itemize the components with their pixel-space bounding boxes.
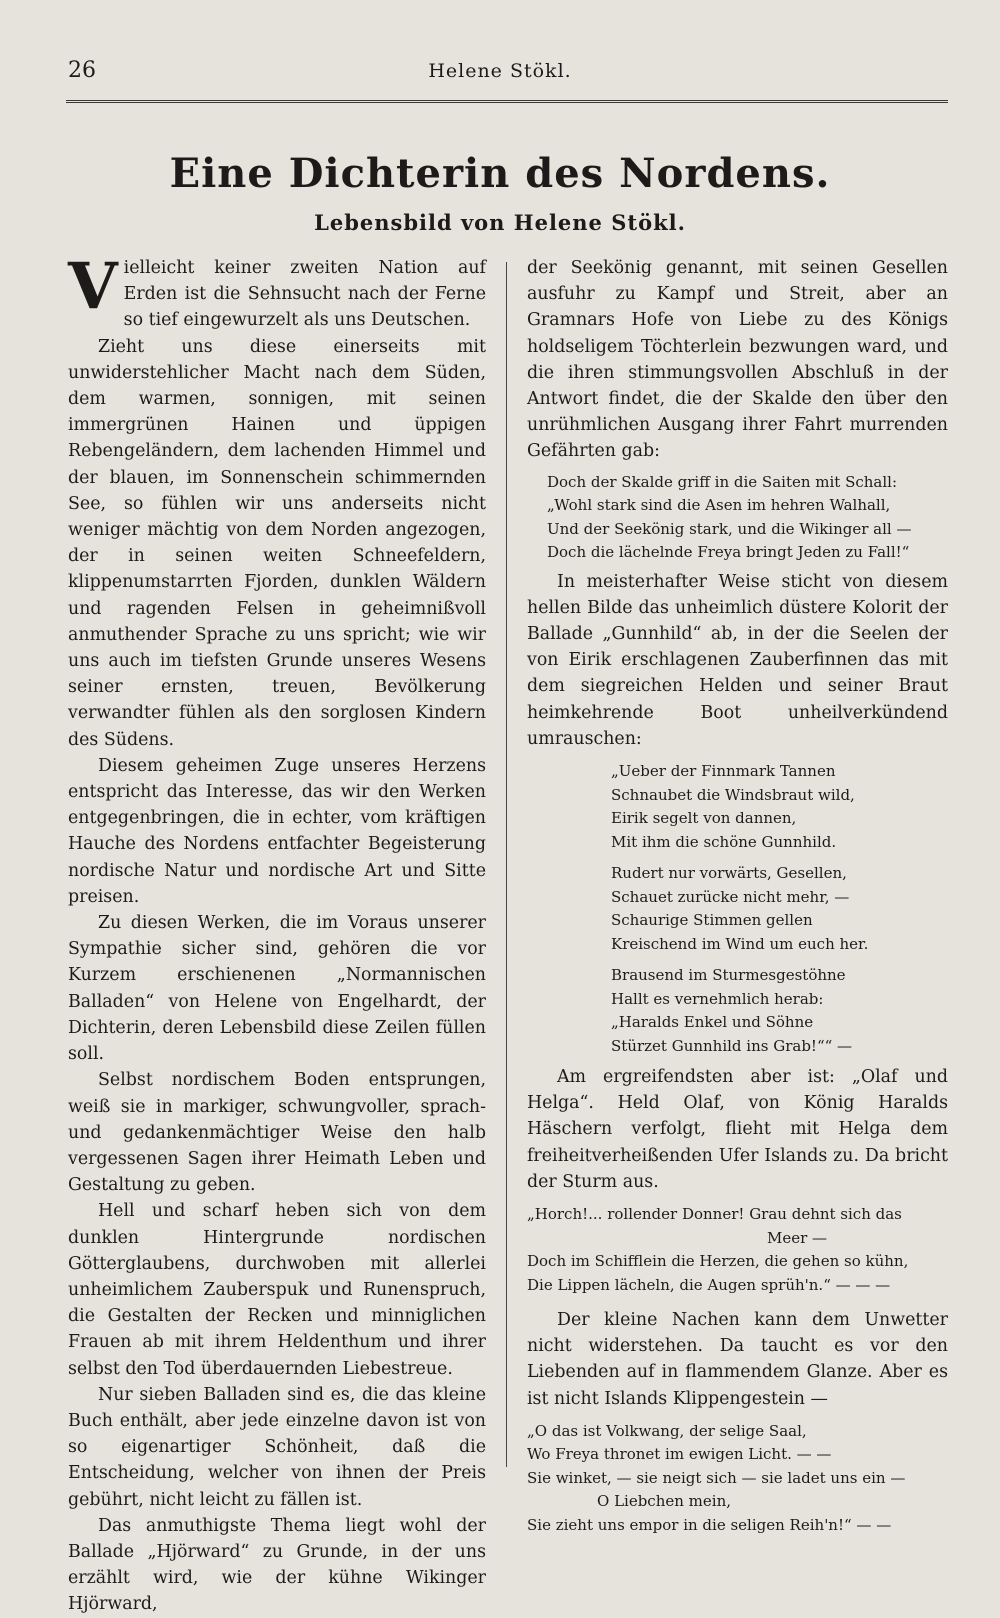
paragraph-text: ielleicht keiner zweiten Nation auf Erden ist die Sehnsucht nach der Ferne so tief eingewurzelt als uns Deutschen. <box>123 258 486 331</box>
right-column <box>527 255 948 1537</box>
verse-block <box>527 1203 948 1297</box>
left-column <box>68 249 486 1618</box>
article-title: Eine Dichterin des Nordens. <box>169 150 831 197</box>
verse-line: Schnaubet die Windsbraut wild, <box>611 785 855 804</box>
verse-line: Die Lippen lächeln, die Augen sprüh'n.“ — — — <box>527 1275 891 1294</box>
verse-line: Doch im Schifflein die Herzen, die gehen so kühn, <box>527 1252 909 1271</box>
verse-block <box>527 1420 948 1538</box>
page-number: 26 <box>68 58 96 83</box>
paragraph: Am ergreifendsten aber ist: „Olaf und Helga“. Held Olaf, von König Haralds Häschern verfolgt, flieht mit Helga dem freiheitverheißenden Ufer Islands zu. Da bricht der Sturm aus. <box>527 1067 948 1192</box>
verse-line: Meer — <box>767 1228 828 1247</box>
verse-line: Doch die lächelnde Freya bringt Jeden zu Fall!“ <box>547 543 910 562</box>
verse-line: O Liebchen mein, <box>597 1492 731 1511</box>
paragraph: Der kleine Nachen kann dem Unwetter nicht widerstehen. Da taucht es vor den Liebenden auf in flammendem Glanze. Aber es ist nicht Islands Klippengestein — <box>527 1310 948 1409</box>
verse-line: „Wohl stark sind die Asen im hehren Walhall, <box>547 496 891 515</box>
verse-line: „Horch!... rollender Donner! Grau dehnt sich das <box>527 1205 902 1224</box>
stanza-gap <box>611 956 948 964</box>
verse-line: „Haralds Enkel und Söhne <box>611 1013 814 1032</box>
verse-block <box>611 760 948 1058</box>
verse-line: „Ueber der Finnmark Tannen <box>611 762 836 781</box>
paragraph: der Seekönig genannt, mit seinen Gesellen ausfuhr zu Kampf und Streit, aber an Gramnars Hofe von Liebe zu des Königs holdseligem Töchterlein bezwungen ward, und die ihren stimmungsvollen Abschluß in der Antwort findet, die der Skalde den über den unrühmlichen Ausgang ihrer Fahrt murrenden Gefährten gab: <box>527 258 948 462</box>
verse-line: Rudert nur vorwärts, Gesellen, <box>611 864 847 883</box>
column-divider <box>506 262 507 1467</box>
paragraph: Diesem geheimen Zuge unseres Herzens entspricht das Interesse, das wir den Werken entgegenbringen, die in echter, vom kräftigen Hauche des Nordens entfachter Begeisterung nordische Natur und nordische Art und Sitte preisen. <box>68 755 486 907</box>
paragraph: Das anmuthigste Thema liegt wohl der Ballade „Hjörward“ zu Grunde, in der uns erzählt wird, wie der kühne Wikinger Hjörward, <box>68 1515 486 1615</box>
verse-line: Doch der Skalde griff in die Saiten mit Schall: <box>547 472 898 491</box>
drop-cap: V <box>68 249 118 324</box>
paragraph: Selbst nordischem Boden entsprungen, weiß sie in markiger, schwungvoller, sprach- und gedankenmächtiger Weise den halb vergessenen Sagen ihrer Heimath Leben und Gestaltung zu geben. <box>68 1070 486 1196</box>
verse-line: Kreischend im Wind um euch her. <box>611 934 869 953</box>
verse-line: Schaurige Stimmen gellen <box>611 911 813 930</box>
paragraph <box>68 249 486 334</box>
verse-line: Sie winket, — sie neigt sich — sie ladet uns ein — <box>527 1468 906 1487</box>
verse-line: Schauet zurücke nicht mehr, — <box>611 887 850 906</box>
running-title: Helene Stökl. <box>428 60 572 82</box>
verse-block <box>547 471 948 565</box>
verse-line: Stürzet Gunnhild ins Grab!““ — <box>611 1036 853 1055</box>
paragraph: Zieht uns diese einerseits mit unwiderstehlicher Macht nach dem Süden, dem warmen, sonnigen, mit seinen immergrünen Hainen und üppigen Rebengeländern, dem lachenden Himmel und der blauen, im Sonnenschein schimmernden See, so fühlen wir uns anderseits nicht weniger mächtig von dem Norden angezogen, der in seinen weiten Schneefeldern, klippenumstarrten Fjorden, dunklen Wäldern und ragenden Felsen in geheimnißvoll anmuthender Sprache zu uns spricht; wie wir uns auch im tiefsten Grunde unseres Wesens seiner ernsten, treuen, Bevölkerung verwandter fühlen als den sorglosen Kindern des Südens. <box>68 336 486 750</box>
verse-line: Wo Freya thronet im ewigen Licht. — — <box>527 1445 832 1464</box>
paragraph: Zu diesen Werken, die im Voraus unserer Sympathie sicher sind, gehören die vor Kurzem erschienenen „Normannischen Balladen“ von Helene von Engelhardt, der Dichterin, deren Lebensbild diese Zeilen füllen soll. <box>68 913 486 1065</box>
paragraph: Hell und scharf heben sich von dem dunklen Hintergrunde nordischen Götterglaubens, durchwoben mit allerlei unheimlichem Zauberspuk und Runenspruch, die Gestalten der Recken und minniglichen Frauen ab mit ihrem Heldenthum und ihrer selbst den Tod überdauernden Liebestreue. <box>68 1201 486 1379</box>
header-rule <box>66 100 948 106</box>
paragraph: In meisterhafter Weise sticht von diesem hellen Bilde das unheimlich düstere Kolorit der Ballade „Gunnhild“ ab, in der die Seelen der von Eirik erschlagenen Zauberfinnen das mit dem siegreichen Helden und seiner Braut heimkehrende Boot unheilverkündend umrauschen: <box>527 571 948 749</box>
verse-line: Hallt es vernehmlich herab: <box>611 989 824 1008</box>
article-subtitle: Lebensbild von Helene Stökl. <box>314 210 686 235</box>
verse-line: Sie zieht uns empor in die seligen Reih'n!“ — — <box>527 1515 892 1534</box>
stanza-gap <box>611 854 948 862</box>
verse-line: Eirik segelt von dannen, <box>611 809 797 828</box>
paragraph: Nur sieben Balladen sind es, die das kleine Buch enthält, aber jede einzelne davon ist von so eigenartiger Schönheit, daß die Entscheidung, welcher von ihnen der Preis gebührt, nicht leicht zu fällen ist. <box>68 1384 486 1510</box>
verse-line: Brausend im Sturmesgestöhne <box>611 966 846 985</box>
verse-line: Mit ihm die schöne Gunnhild. <box>611 832 837 851</box>
verse-line: „O das ist Volkwang, der selige Saal, <box>527 1421 807 1440</box>
verse-line: Und der Seekönig stark, und die Wikinger all — <box>547 519 912 538</box>
